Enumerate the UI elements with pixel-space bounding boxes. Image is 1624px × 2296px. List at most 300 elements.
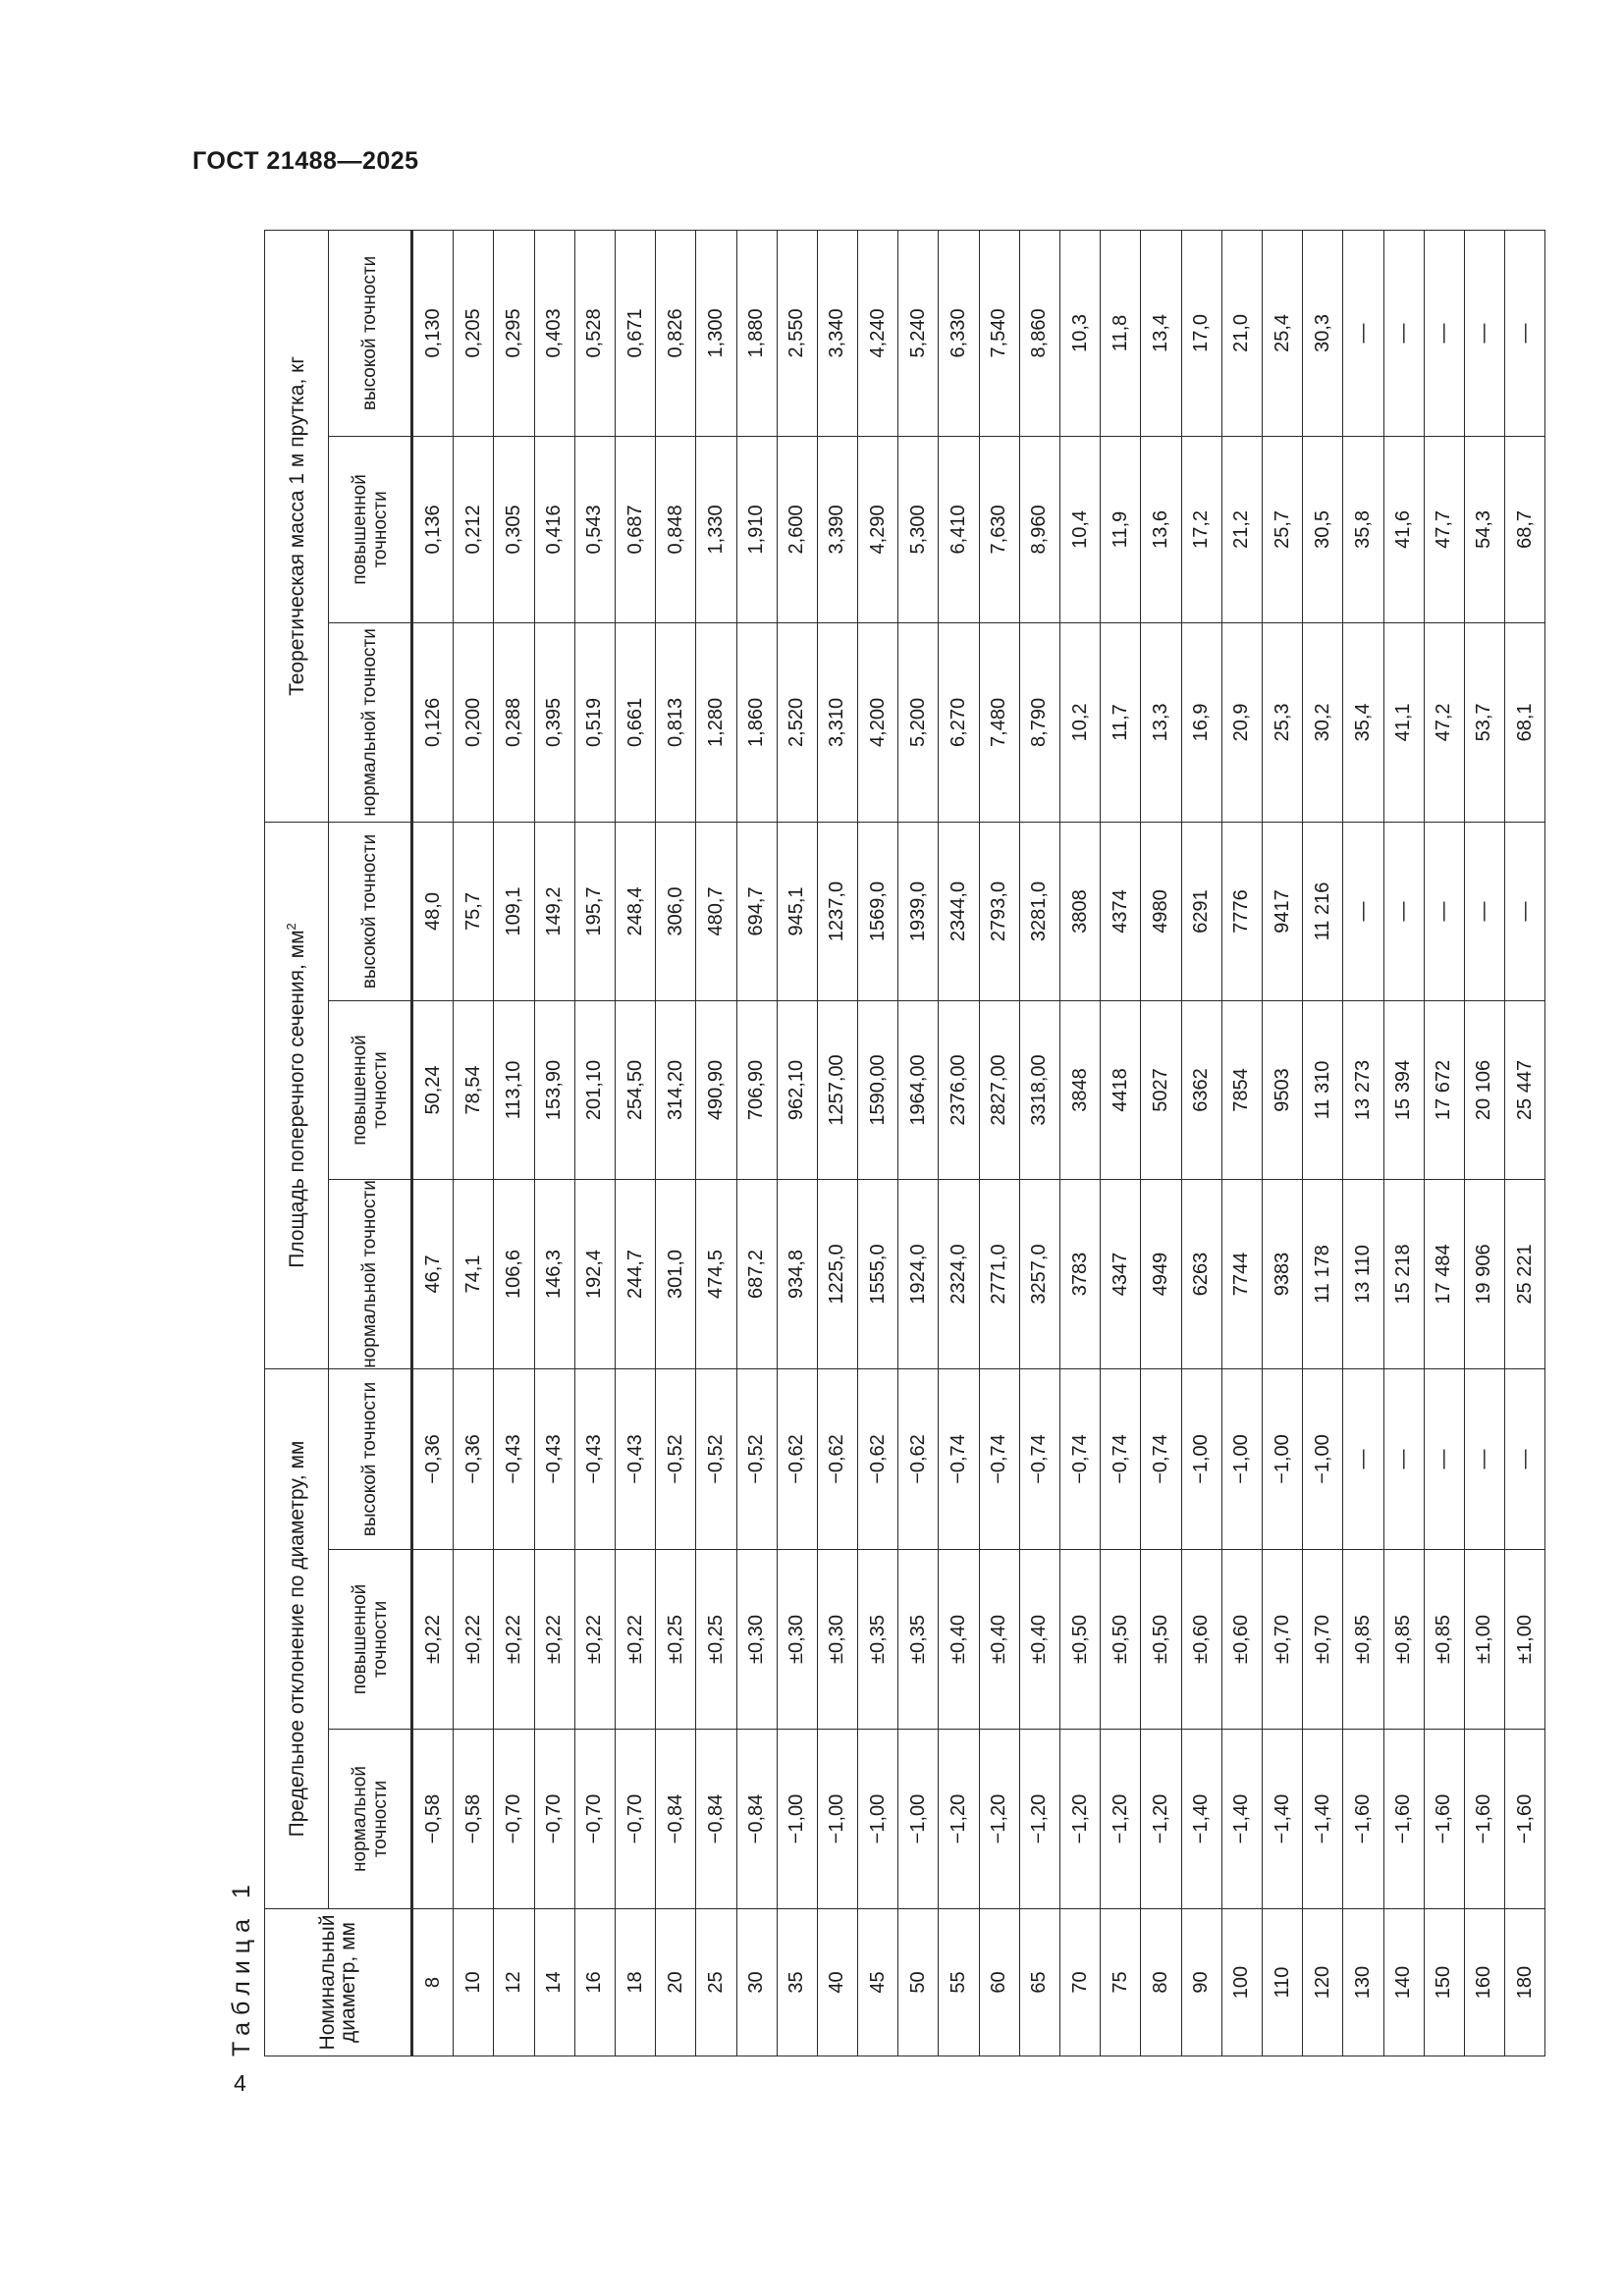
table-cell: 1237,0	[817, 822, 857, 1000]
table-cell: 1590,00	[858, 1000, 898, 1179]
table-cell: 7,480	[979, 622, 1019, 822]
table-cell: 706,90	[736, 1000, 777, 1179]
table-cell: 2,600	[777, 436, 817, 622]
table-cell: 60	[979, 1909, 1019, 2056]
table-cell: −1,00	[1262, 1368, 1302, 1549]
table-row	[1464, 230, 1504, 2056]
rotated-table-block	[228, 231, 1536, 2096]
table-cell: −1,40	[1303, 1730, 1343, 1909]
table-cell: −0,62	[898, 1368, 939, 1549]
table-cell: −1,60	[1424, 1730, 1464, 1909]
table-cell: ±0,60	[1181, 1550, 1221, 1730]
table-cell: 17,0	[1181, 230, 1221, 436]
table-cell: −1,00	[777, 1730, 817, 1909]
table-cell: −0,74	[1019, 1368, 1059, 1549]
page-number: 4	[234, 2070, 246, 2096]
table-cell: 1569,0	[858, 822, 898, 1000]
table-cell: 41,6	[1383, 436, 1424, 622]
table-cell: 4347	[1101, 1179, 1141, 1368]
table-cell: 70	[1060, 1909, 1101, 2056]
header-cross-section-superscript: 2	[283, 923, 298, 931]
table-cell: ±0,22	[615, 1550, 655, 1730]
table-cell: ±0,50	[1101, 1550, 1141, 1730]
table-cell: 4,200	[858, 622, 898, 822]
table-cell: −0,62	[777, 1368, 817, 1549]
table-cell: 934,8	[777, 1179, 817, 1368]
table-cell: −0,70	[615, 1730, 655, 1909]
table-cell: −1,20	[1101, 1730, 1141, 1909]
table-cell: 20,9	[1221, 622, 1262, 822]
table-cell: —	[1343, 230, 1383, 436]
table-cell: 19 906	[1464, 1179, 1504, 1368]
table-cell: 3318,00	[1019, 1000, 1059, 1179]
table-cell: 0,130	[412, 230, 454, 436]
table-cell: 4949	[1141, 1179, 1181, 1368]
table-cell: 6362	[1181, 1000, 1221, 1179]
table-cell: 149,2	[534, 822, 574, 1000]
table-cell: 30,3	[1303, 230, 1343, 436]
table-cell: 0,519	[574, 622, 615, 822]
table-cell: 120	[1303, 1909, 1343, 2056]
table-row	[898, 230, 939, 2056]
table-cell: 5,300	[898, 436, 939, 622]
table-cell: 46,7	[412, 1179, 454, 1368]
table-cell: 2771,0	[979, 1179, 1019, 1368]
table-cell: 201,10	[574, 1000, 615, 1179]
table-row	[494, 230, 534, 2056]
table-cell: 1,910	[736, 436, 777, 622]
table-row	[1181, 230, 1221, 2056]
table-cell: ±0,22	[574, 1550, 615, 1730]
data-table	[264, 230, 1545, 2056]
table-cell: 7,540	[979, 230, 1019, 436]
table-cell: 21,2	[1221, 436, 1262, 622]
table-cell: 6291	[1181, 822, 1221, 1000]
table-cell: 694,7	[736, 822, 777, 1000]
table-cell: 41,1	[1383, 622, 1424, 822]
table-cell: −0,36	[454, 1368, 494, 1549]
document-header: ГОСТ 21488—2025	[192, 147, 419, 175]
table-cell: 6263	[1181, 1179, 1221, 1368]
table-cell: 130	[1343, 1909, 1383, 2056]
table-row	[1424, 230, 1464, 2056]
table-cell: 1,280	[696, 622, 736, 822]
table-cell: 0,813	[656, 622, 696, 822]
table-cell: 15 394	[1383, 1000, 1424, 1179]
table-cell: 65	[1019, 1909, 1059, 2056]
table-cell: 1225,0	[817, 1179, 857, 1368]
table-cell: 1939,0	[898, 822, 939, 1000]
table-cell: −1,20	[939, 1730, 979, 1909]
table-row	[1060, 230, 1101, 2056]
table-cell: 192,4	[574, 1179, 615, 1368]
table-cell: 30,2	[1303, 622, 1343, 822]
header-cross-section	[265, 822, 329, 1368]
table-cell: 7744	[1221, 1179, 1262, 1368]
table-row	[1505, 230, 1545, 2056]
table-cell: 140	[1383, 1909, 1424, 2056]
table-cell: −1,20	[1060, 1730, 1101, 1909]
table-cell: 2344,0	[939, 822, 979, 1000]
header-nominal-diameter: Номинальный диаметр, мм	[265, 1909, 412, 2056]
table-cell: ±0,22	[412, 1550, 454, 1730]
table-cell: 3,340	[817, 230, 857, 436]
table-cell: −0,74	[1141, 1368, 1181, 1549]
table-cell: 25	[696, 1909, 736, 2056]
table-row	[1221, 230, 1262, 2056]
table-cell: 490,90	[696, 1000, 736, 1179]
table-cell: 47,2	[1424, 622, 1464, 822]
table-cell: 5,200	[898, 622, 939, 822]
table-cell: 314,20	[656, 1000, 696, 1179]
table-cell: ±0,40	[1019, 1550, 1059, 1730]
table-cell: −0,70	[534, 1730, 574, 1909]
table-cell: 20	[656, 1909, 696, 2056]
table-cell: 0,136	[412, 436, 454, 622]
table-cell: 7776	[1221, 822, 1262, 1000]
table-cell: 480,7	[696, 822, 736, 1000]
table-cell: −0,36	[412, 1368, 454, 1549]
table-cell: 0,687	[615, 436, 655, 622]
table-cell: 40	[817, 1909, 857, 2056]
table-cell: 68,1	[1505, 622, 1545, 822]
table-cell: −1,60	[1505, 1730, 1545, 1909]
table-cell: −0,43	[615, 1368, 655, 1549]
table-cell: −0,52	[696, 1368, 736, 1549]
table-cell: 0,212	[454, 436, 494, 622]
table-cell: 0,671	[615, 230, 655, 436]
table-cell: 3257,0	[1019, 1179, 1059, 1368]
table-cell: ±0,22	[494, 1550, 534, 1730]
table-cell: 7854	[1221, 1000, 1262, 1179]
table-cell: −0,43	[574, 1368, 615, 1549]
table-cell: —	[1424, 1368, 1464, 1549]
table-cell: 8,860	[1019, 230, 1059, 436]
table-cell: 160	[1464, 1909, 1504, 2056]
table-cell: 2376,00	[939, 1000, 979, 1179]
table-row	[574, 230, 615, 2056]
table-cell: 0,288	[494, 622, 534, 822]
table-cell: 0,826	[656, 230, 696, 436]
subheader-increased: повышенной точности	[329, 1550, 412, 1730]
table-cell: —	[1464, 1368, 1504, 1549]
table-cell: 25,4	[1262, 230, 1302, 436]
table-cell: 4418	[1101, 1000, 1141, 1179]
table-cell: −0,74	[1101, 1368, 1141, 1549]
table-cell: 2,520	[777, 622, 817, 822]
table-cell: 11 178	[1303, 1179, 1343, 1368]
table-row	[454, 230, 494, 2056]
table-cell: 153,90	[534, 1000, 574, 1179]
table-cell: —	[1383, 1368, 1424, 1549]
table-cell: ±0,35	[858, 1550, 898, 1730]
table-cell: 0,403	[534, 230, 574, 436]
table-cell: 6,410	[939, 436, 979, 622]
table-cell: −0,62	[817, 1368, 857, 1549]
table-cell: −0,84	[696, 1730, 736, 1909]
table-cell: 25,7	[1262, 436, 1302, 622]
table-cell: —	[1505, 1368, 1545, 1549]
table-cell: −1,00	[858, 1730, 898, 1909]
table-cell: ±0,50	[1060, 1550, 1101, 1730]
table-cell: ±0,40	[979, 1550, 1019, 1730]
table-cell: −1,20	[1019, 1730, 1059, 1909]
table-cell: 180	[1505, 1909, 1545, 2056]
table-cell: 35,4	[1343, 622, 1383, 822]
table-cell: ±0,22	[534, 1550, 574, 1730]
table-cell: 0,848	[656, 436, 696, 622]
table-cell: −1,60	[1343, 1730, 1383, 1909]
table-cell: 1,330	[696, 436, 736, 622]
table-cell: 13 110	[1343, 1179, 1383, 1368]
table-body	[412, 230, 1545, 2056]
table-cell: 75,7	[454, 822, 494, 1000]
table-cell: −1,20	[1141, 1730, 1181, 1909]
table-cell: 6,270	[939, 622, 979, 822]
table-cell: 4980	[1141, 822, 1181, 1000]
table-cell: −0,70	[574, 1730, 615, 1909]
table-cell: 17,2	[1181, 436, 1221, 622]
table-cell: ±0,85	[1424, 1550, 1464, 1730]
table-row	[696, 230, 736, 2056]
table-cell: 0,395	[534, 622, 574, 822]
table-cell: 47,7	[1424, 436, 1464, 622]
table-cell: 80	[1141, 1909, 1181, 2056]
table-row	[656, 230, 696, 2056]
table-row	[817, 230, 857, 2056]
table-cell: ±0,40	[939, 1550, 979, 1730]
header-cross-section-text: Площадь поперечного сечения, мм	[285, 930, 308, 1268]
table-row	[1383, 230, 1424, 2056]
table-row	[1343, 230, 1383, 2056]
table-cell: 2,550	[777, 230, 817, 436]
table-cell: 17 484	[1424, 1179, 1464, 1368]
table-cell: 146,3	[534, 1179, 574, 1368]
table-cell: −1,60	[1464, 1730, 1504, 1909]
table-cell: ±1,00	[1505, 1550, 1545, 1730]
table-row	[1262, 230, 1302, 2056]
table-cell: 306,0	[656, 822, 696, 1000]
table-cell: ±0,25	[696, 1550, 736, 1730]
table-cell: 90	[1181, 1909, 1221, 2056]
table-cell: 13,4	[1141, 230, 1181, 436]
table-cell: 50	[898, 1909, 939, 2056]
table-cell: 2793,0	[979, 822, 1019, 1000]
table-cell: 74,1	[454, 1179, 494, 1368]
table-cell: 0,661	[615, 622, 655, 822]
table-cell: 0,305	[494, 436, 534, 622]
header-limit-deviation: Предельное отклонение по диаметру, мм	[265, 1368, 329, 1908]
table-cell: —	[1383, 822, 1424, 1000]
table-cell: −0,74	[1060, 1368, 1101, 1549]
table-cell: −1,20	[979, 1730, 1019, 1909]
table-cell: −1,00	[1181, 1368, 1221, 1549]
table-cell: 248,4	[615, 822, 655, 1000]
table-cell: −0,52	[656, 1368, 696, 1549]
table-cell: 150	[1424, 1909, 1464, 2056]
table-cell: 25,3	[1262, 622, 1302, 822]
table-cell: 18	[615, 1909, 655, 2056]
table-cell: —	[1424, 822, 1464, 1000]
table-cell: 0,205	[454, 230, 494, 436]
table-cell: −0,58	[454, 1730, 494, 1909]
table-cell: −0,58	[412, 1730, 454, 1909]
table-row	[736, 230, 777, 2056]
table-cell: 30	[736, 1909, 777, 2056]
table-cell: −0,43	[494, 1368, 534, 1549]
table-cell: −0,74	[939, 1368, 979, 1549]
table-cell: 9417	[1262, 822, 1302, 1000]
table-row	[1141, 230, 1181, 2056]
table-cell: 301,0	[656, 1179, 696, 1368]
table-cell: −1,40	[1221, 1730, 1262, 1909]
table-cell: 113,10	[494, 1000, 534, 1179]
table-cell: 195,7	[574, 822, 615, 1000]
table-cell: 3281,0	[1019, 822, 1059, 1000]
table-cell: 0,543	[574, 436, 615, 622]
table-cell: ±1,00	[1464, 1550, 1504, 1730]
subheader-high: высокой точности	[329, 822, 412, 1000]
table-cell: 1257,00	[817, 1000, 857, 1179]
table-cell: −0,70	[494, 1730, 534, 1909]
table-cell: —	[1464, 230, 1504, 436]
table-cell: 945,1	[777, 822, 817, 1000]
table-cell: −1,60	[1383, 1730, 1424, 1909]
table-cell: 106,6	[494, 1179, 534, 1368]
table-cell: −0,74	[979, 1368, 1019, 1549]
table-cell: 244,7	[615, 1179, 655, 1368]
table-cell: 0,200	[454, 622, 494, 822]
table-cell: 109,1	[494, 822, 534, 1000]
table-cell: 75	[1101, 1909, 1141, 2056]
table-cell: 45	[858, 1909, 898, 2056]
table-cell: −1,00	[1303, 1368, 1343, 1549]
table-row	[412, 230, 454, 2056]
table-cell: −0,43	[534, 1368, 574, 1549]
table-cell: −0,52	[736, 1368, 777, 1549]
table-cell: 14	[534, 1909, 574, 2056]
table-cell: 17 672	[1424, 1000, 1464, 1179]
table-cell: ±0,70	[1303, 1550, 1343, 1730]
table-cell: 21,0	[1221, 230, 1262, 436]
table-cell: 3,310	[817, 622, 857, 822]
table-cell: ±0,85	[1383, 1550, 1424, 1730]
table-cell: 55	[939, 1909, 979, 2056]
subheader-high: высокой точности	[329, 230, 412, 436]
table-cell: 0,126	[412, 622, 454, 822]
table-cell: 687,2	[736, 1179, 777, 1368]
table-cell: −0,84	[656, 1730, 696, 1909]
table-cell: 25 447	[1505, 1000, 1545, 1179]
table-cell: 13,3	[1141, 622, 1181, 822]
subheader-normal: нормальной точности	[329, 1730, 412, 1909]
table-cell: 11,8	[1101, 230, 1141, 436]
table-cell: 1,880	[736, 230, 777, 436]
table-cell: ±0,30	[777, 1550, 817, 1730]
table-cell: −1,40	[1262, 1730, 1302, 1909]
table-cell: 1,860	[736, 622, 777, 822]
table-cell: 16	[574, 1909, 615, 2056]
table-cell: 13,6	[1141, 436, 1181, 622]
subheader-increased: повышенной точности	[329, 1000, 412, 1179]
table-cell: 10,3	[1060, 230, 1101, 436]
table-cell: 11 310	[1303, 1000, 1343, 1179]
table-cell: 25 221	[1505, 1179, 1545, 1368]
table-cell: 962,10	[777, 1000, 817, 1179]
table-cell: 6,330	[939, 230, 979, 436]
table-cell: ±0,60	[1221, 1550, 1262, 1730]
table-cell: 13 273	[1343, 1000, 1383, 1179]
table-row	[777, 230, 817, 2056]
table-cell: 110	[1262, 1909, 1302, 2056]
table-cell: 4374	[1101, 822, 1141, 1000]
subheader-normal: нормальной точности	[329, 1179, 412, 1368]
table-cell: ±0,35	[898, 1550, 939, 1730]
header-theoretical-mass: Теоретическая масса 1 м прутка, кг	[265, 230, 329, 822]
table-cell: 1924,0	[898, 1179, 939, 1368]
table-row	[979, 230, 1019, 2056]
table-cell: 9503	[1262, 1000, 1302, 1179]
subheader-increased: повышенной точности	[329, 436, 412, 622]
table-cell: 0,295	[494, 230, 534, 436]
table-cell: —	[1464, 822, 1504, 1000]
table-cell: 254,50	[615, 1000, 655, 1179]
subheader-high: высокой точности	[329, 1368, 412, 1549]
table-cell: 8,960	[1019, 436, 1059, 622]
table-cell: 12	[494, 1909, 534, 2056]
table-cell: 3848	[1060, 1000, 1101, 1179]
table-cell: 11 216	[1303, 822, 1343, 1000]
table-cell: −0,62	[858, 1368, 898, 1549]
table-cell: 35	[777, 1909, 817, 2056]
table-cell: —	[1505, 822, 1545, 1000]
table-row	[1303, 230, 1343, 2056]
table-cell: −0,84	[736, 1730, 777, 1909]
table-cell: 474,5	[696, 1179, 736, 1368]
table-cell: 1555,0	[858, 1179, 898, 1368]
table-cell: 54,3	[1464, 436, 1504, 622]
table-cell: 3783	[1060, 1179, 1101, 1368]
table-cell: 48,0	[412, 822, 454, 1000]
table-cell: −1,00	[898, 1730, 939, 1909]
table-row	[858, 230, 898, 2056]
table-cell: ±0,70	[1262, 1550, 1302, 1730]
table-cell: 3808	[1060, 822, 1101, 1000]
subheader-normal: нормальной точности	[329, 622, 412, 822]
table-cell: 1,300	[696, 230, 736, 436]
table-cell: 11,7	[1101, 622, 1141, 822]
table-cell: 8	[412, 1909, 454, 2056]
table-row	[939, 230, 979, 2056]
table-cell: —	[1424, 230, 1464, 436]
table-cell: —	[1343, 822, 1383, 1000]
table-cell: —	[1383, 230, 1424, 436]
table-cell: 4,290	[858, 436, 898, 622]
table-cell: 11,9	[1101, 436, 1141, 622]
table-cell: ±0,22	[454, 1550, 494, 1730]
table-cell: 53,7	[1464, 622, 1504, 822]
table-cell: ±0,50	[1141, 1550, 1181, 1730]
table-cell: 1964,00	[898, 1000, 939, 1179]
table-cell: 20 106	[1464, 1000, 1504, 1179]
table-cell: 7,630	[979, 436, 1019, 622]
table-cell: 100	[1221, 1909, 1262, 2056]
table-cell: −1,00	[1221, 1368, 1262, 1549]
table-cell: ±0,85	[1343, 1550, 1383, 1730]
table-cell: 16,9	[1181, 622, 1221, 822]
table-cell: 9383	[1262, 1179, 1302, 1368]
table-cell: 35,8	[1343, 436, 1383, 622]
